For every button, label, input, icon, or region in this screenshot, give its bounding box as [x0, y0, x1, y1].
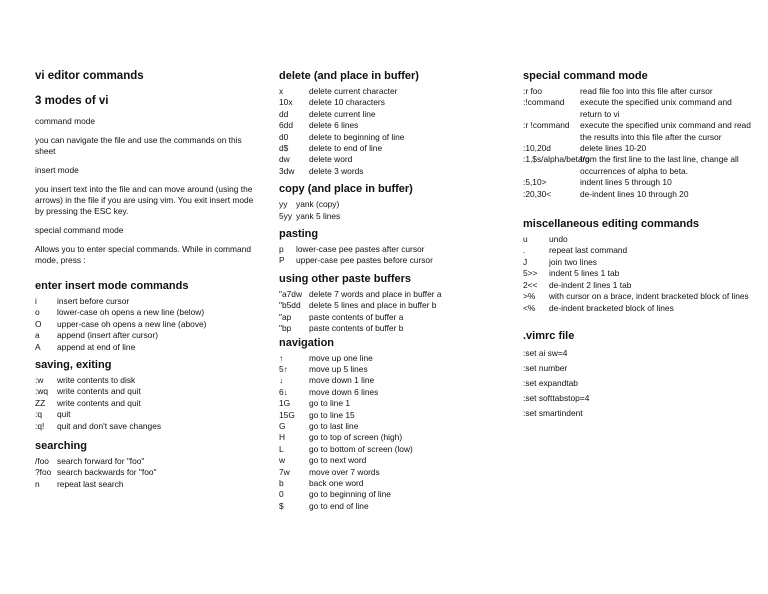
command-description: with cursor on a brace, indent bracketed block of lines — [549, 291, 749, 302]
navigation-heading: navigation — [279, 336, 335, 349]
command-description: append at end of line — [57, 341, 136, 352]
command-key: :w — [35, 375, 44, 386]
vimrc-list — [523, 346, 753, 421]
command-key: p — [279, 244, 284, 255]
command-description: move up one line — [309, 352, 373, 363]
command-row — [279, 444, 504, 455]
insert-mode-label: insert mode — [35, 165, 79, 175]
command-description: upper-case oh opens a new line (above) — [57, 318, 207, 329]
vimrc-setting: :set ai sw=4 — [523, 347, 568, 358]
command-key: :q — [35, 409, 42, 420]
command-row — [279, 120, 504, 131]
command-key: "ap — [279, 311, 292, 322]
command-key: x — [279, 86, 284, 96]
command-description: delete lines 10-20 — [580, 143, 647, 154]
command-row — [523, 143, 753, 154]
enter-insert-list — [35, 296, 255, 353]
searching-list — [35, 456, 255, 490]
command-description: paste contents of buffer b — [309, 323, 404, 334]
column-right — [523, 70, 753, 421]
command-description: delete 10 characters — [309, 97, 385, 108]
command-description: write contents to disk — [57, 375, 136, 386]
command-description: repeat last command — [549, 245, 628, 256]
command-key: 5yy — [279, 210, 293, 221]
delete-list — [279, 86, 504, 177]
command-key: dw — [279, 154, 290, 165]
command-description: repeat last search — [57, 478, 124, 489]
document-title: vi editor commands — [35, 70, 144, 82]
command-row — [279, 323, 504, 334]
command-key: 3dw — [279, 165, 295, 176]
vimrc-setting: :set smartindent — [523, 407, 583, 418]
command-row — [279, 364, 504, 375]
command-key: "a7dw — [279, 288, 302, 299]
command-key: 15G — [279, 409, 295, 420]
command-row — [35, 307, 255, 318]
copy-heading: copy (and place in buffer) — [279, 183, 413, 196]
command-key: 5↑ — [279, 363, 288, 374]
command-row — [523, 234, 753, 245]
delete-heading: delete (and place in buffer) — [279, 70, 419, 82]
command-row — [35, 342, 255, 353]
command-description: go to bottom of screen (low) — [309, 443, 413, 454]
enter-insert-heading: enter insert mode commands — [35, 280, 189, 292]
command-key: dd — [279, 108, 289, 119]
command-key: 6dd — [279, 120, 293, 131]
command-description: de-indent lines 10 through 20 — [580, 188, 689, 199]
command-row — [279, 211, 504, 222]
command-description: go to next word — [309, 455, 367, 466]
command-key: $ — [279, 500, 284, 511]
command-key: 7w — [279, 466, 290, 477]
command-description: delete to beginning of line — [309, 131, 405, 142]
command-row — [523, 120, 753, 143]
command-description: back one word — [309, 477, 364, 488]
command-key: yy — [279, 199, 288, 210]
command-key: u — [523, 234, 528, 245]
command-key: d$ — [279, 143, 289, 154]
command-key: 6↓ — [279, 386, 288, 397]
command-row — [279, 375, 504, 386]
command-row — [279, 398, 504, 409]
command-row — [279, 97, 504, 108]
command-row — [523, 245, 753, 256]
command-key: w — [279, 455, 286, 466]
command-key: n — [35, 478, 40, 489]
command-row — [279, 467, 504, 478]
command-key: J — [523, 256, 528, 267]
command-row — [523, 189, 753, 200]
command-key: H — [279, 432, 286, 443]
column-left — [35, 70, 255, 496]
vimrc-heading: .vimrc file — [523, 329, 575, 342]
command-row — [279, 166, 504, 177]
command-key: "b5dd — [279, 300, 301, 311]
command-mode-text: you can navigate the file and use the commands on this sheet — [35, 135, 242, 156]
command-row — [279, 154, 504, 165]
command-key: o — [35, 307, 40, 318]
vimrc-setting: :set expandtab — [523, 377, 578, 388]
command-key: i — [35, 296, 37, 306]
command-description: go to line 15 — [309, 409, 355, 420]
command-description: indent 5 lines 1 tab — [549, 268, 620, 279]
command-key: :1,$s/alpha/beta/g — [523, 154, 590, 165]
special-mode-text: Allows you to enter special commands. While in command mode, press : — [35, 244, 251, 265]
command-description: delete 7 words and place in buffer a — [309, 288, 442, 299]
command-row — [523, 97, 753, 120]
command-description: go to line 1 — [309, 398, 350, 409]
command-row — [523, 303, 753, 314]
command-key: :10,20d — [523, 143, 551, 154]
command-description: join two lines — [549, 256, 597, 267]
command-row — [279, 455, 504, 466]
command-row — [279, 86, 504, 97]
command-row — [279, 421, 504, 432]
command-row — [35, 319, 255, 330]
command-row — [279, 300, 504, 311]
vimrc-setting: :set softtabstop=4 — [523, 392, 590, 403]
command-key: ZZ — [35, 397, 46, 408]
command-key: 0 — [279, 489, 284, 500]
command-key: A — [35, 341, 41, 352]
command-row — [35, 296, 255, 307]
saving-heading: saving, exiting — [35, 359, 112, 372]
command-description: delete 3 words — [309, 165, 364, 176]
command-description: go to beginning of line — [309, 489, 391, 500]
command-key: :5,10> — [523, 177, 547, 188]
command-row — [523, 268, 753, 279]
command-key: . — [523, 245, 526, 256]
command-description: read file foo into this file after cursor — [580, 86, 713, 96]
command-description: go to top of screen (high) — [309, 432, 403, 443]
command-row — [523, 154, 753, 177]
command-description: indent lines 5 through 10 — [580, 177, 672, 188]
command-row — [35, 456, 255, 467]
command-row — [523, 280, 753, 291]
command-description: from the first line to the last line, change all occurrences of alpha to beta. — [580, 154, 739, 176]
command-key: :20,30< — [523, 188, 552, 199]
command-row — [279, 109, 504, 120]
command-key: :wq — [35, 386, 49, 397]
pasting-list — [279, 244, 504, 267]
command-description: append (insert after cursor) — [57, 330, 159, 341]
command-row — [279, 289, 504, 300]
command-row — [35, 375, 255, 386]
command-description: move down 1 line — [309, 375, 375, 386]
command-row — [35, 467, 255, 478]
command-key: a — [35, 330, 40, 341]
command-row — [35, 398, 255, 409]
command-description: upper-case pee pastes before cursor — [296, 255, 433, 266]
command-key: :!command — [523, 97, 565, 108]
command-description: execute the specified unix command and return to vi — [580, 97, 732, 119]
saving-list — [35, 375, 255, 432]
command-key: :r !command — [523, 120, 570, 131]
vimrc-setting: :set number — [523, 362, 568, 373]
command-row — [279, 353, 504, 364]
command-key: :q! — [35, 420, 45, 431]
command-description: delete current character — [309, 86, 398, 96]
command-description: delete to end of line — [309, 143, 383, 154]
modes-heading: 3 modes of vi — [35, 95, 109, 107]
buffers-heading: using other paste buffers — [279, 272, 412, 285]
pasting-heading: pasting — [279, 228, 319, 241]
command-description: go to last line — [309, 420, 359, 431]
command-description: delete word — [309, 154, 353, 165]
command-description: move down 6 lines — [309, 386, 379, 397]
column-middle — [279, 70, 504, 518]
command-row — [279, 244, 504, 255]
command-description: search backwards for "foo" — [57, 467, 157, 478]
command-key: /foo — [35, 456, 49, 467]
command-key: P — [279, 255, 285, 266]
command-key: d0 — [279, 131, 289, 142]
command-key: ↑ — [279, 352, 284, 363]
command-row — [279, 312, 504, 323]
command-key: ↓ — [279, 375, 284, 386]
command-row — [279, 489, 504, 500]
command-row — [279, 387, 504, 398]
command-description: execute the specified unix command and read the results into this file after the cursor — [580, 120, 751, 142]
command-row — [279, 432, 504, 443]
special-mode-label: special command mode — [35, 225, 124, 235]
navigation-list — [279, 353, 504, 513]
searching-heading: searching — [35, 440, 87, 453]
command-row — [523, 291, 753, 302]
command-row — [523, 257, 753, 268]
command-row — [35, 479, 255, 490]
copy-list — [279, 199, 504, 222]
command-row — [279, 478, 504, 489]
command-row — [279, 199, 504, 210]
command-key: O — [35, 318, 42, 329]
command-description: lower-case oh opens a new line (below) — [57, 307, 205, 318]
misc-list — [523, 234, 753, 314]
command-description: yank 5 lines — [296, 210, 341, 221]
command-description: write contents and quit — [57, 386, 141, 397]
command-description: go to end of line — [309, 500, 369, 511]
insert-mode-text: you insert text into the file and can move around (using the arrows) in the file if you are using vim. You exit insert mode by pressing the ESC key. — [35, 184, 254, 216]
command-row — [35, 386, 255, 397]
command-key: b — [279, 477, 284, 488]
command-description: quit — [57, 409, 71, 420]
command-row — [279, 255, 504, 266]
command-row — [35, 409, 255, 420]
command-key: "bp — [279, 323, 292, 334]
command-description: delete 5 lines and place in buffer b — [309, 300, 437, 311]
command-mode-label: command mode — [35, 116, 96, 126]
command-description: undo — [549, 234, 568, 245]
command-key: ?foo — [35, 467, 52, 478]
command-key: G — [279, 420, 286, 431]
command-row — [523, 86, 753, 97]
command-description: delete current line — [309, 108, 376, 119]
command-row — [279, 501, 504, 512]
command-description: paste contents of buffer a — [309, 311, 404, 322]
command-key: 2<< — [523, 279, 538, 290]
command-row — [279, 132, 504, 143]
command-description: move up 5 lines — [309, 363, 368, 374]
command-description: lower-case pee pastes after cursor — [296, 244, 425, 255]
command-key: L — [279, 443, 284, 454]
command-row — [35, 330, 255, 341]
buffers-list — [279, 289, 504, 335]
command-key: 5>> — [523, 268, 538, 279]
command-row — [279, 143, 504, 154]
command-description: write contents and quit — [57, 397, 141, 408]
command-key: <% — [523, 302, 536, 313]
misc-heading: miscellaneous editing commands — [523, 218, 700, 231]
command-key: >% — [523, 291, 536, 302]
command-row — [35, 421, 255, 432]
command-description: move over 7 words — [309, 466, 380, 477]
command-description: search forward for "foo" — [57, 456, 145, 467]
command-description: de-indent 2 lines 1 tab — [549, 279, 632, 290]
command-key: 10x — [279, 97, 293, 108]
command-description: quit and don't save changes — [57, 420, 162, 431]
command-description: delete 6 lines — [309, 120, 359, 131]
command-key: 1G — [279, 398, 291, 409]
command-row — [523, 177, 753, 188]
command-description: de-indent bracketed block of lines — [549, 302, 674, 313]
command-key: :r foo — [523, 86, 543, 96]
command-row — [279, 410, 504, 421]
command-description: insert before cursor — [57, 296, 130, 306]
command-description: yank (copy) — [296, 199, 340, 210]
special-heading: special command mode — [523, 70, 648, 82]
special-list — [523, 86, 753, 200]
